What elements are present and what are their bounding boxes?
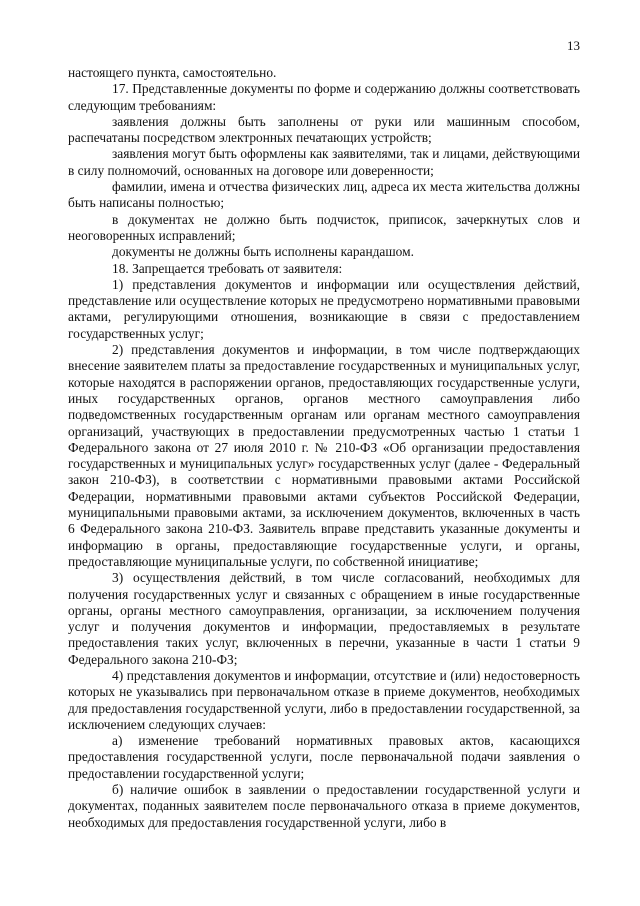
prohibition-item-1: 1) представления документов и информации или осуществления действий, представление или осуществление которых не предусмотрено нормативными правовыми актами, регулирующими отношения, возникающие в связи с предоставлением государственных услуг; bbox=[68, 276, 580, 341]
paragraph-18: 18. Запрещается требовать от заявителя: bbox=[112, 260, 343, 276]
requirement-no-pencil: документы не должны быть исполнены карандашом. bbox=[112, 244, 414, 260]
paragraph-17: 17. Представленные документы по форме и содержанию должны соответствовать следующим требованиям: bbox=[68, 81, 580, 113]
requirement-full-names-addresses: фамилии, имена и отчества физических лиц, адреса их места жительства должны быть написаны полностью; bbox=[68, 179, 580, 211]
paragraph-continuation: настоящего пункта, самостоятельно. bbox=[68, 65, 277, 80]
requirement-handwritten-or-printed: заявления должны быть заполнены от руки или машинным способом, распечатаны посредством электронных печатающих устройств; bbox=[68, 113, 580, 146]
requirement-applicants-or-representatives: заявления могут быть оформлены как заявителями, так и лицами, действующими в силу полномочий, основанных на договоре или доверенности; bbox=[68, 146, 580, 178]
document-body bbox=[68, 65, 580, 831]
exception-a: а) изменение требований нормативных правовых актов, касающихся предоставления государственной услуги, после первоначальной подачи заявления о предоставлении государственной услуги; bbox=[68, 733, 580, 781]
page-number: 13 bbox=[567, 38, 580, 53]
prohibition-item-2: 2) представления документов и информации, в том числе подтверждающих внесение заявителем платы за предоставление государственных и муниципальных услуг, которые находятся в распоряжении органов, предоставляющих государственные услуги, иных государственных органов, органов местного самоуправления либо подведомственных государственным органам или органам местного самоуправления организаций, участвующих в предоставлении предусмотренных частью 1 статьи 1 Федерального закона от 27 июля 2010 г. № 210-ФЗ «Об организации предоставления государственных и муниципальных услуг» государственных услуг (далее - Федеральный закон 210-ФЗ), в соответствии с нормативными правовыми актами Российской Федерации, нормативными правовыми актами субъектов Российской Федерации, муниципальными правовыми актами, за исключением документов, включенных в часть 6 Федерального закона 210-ФЗ. Заявитель вправе представить указанные документы и информацию в органы, предоставляющие государственные услуги, и органы, предоставляющие муниципальные услуги, по собственной инициативе; bbox=[68, 342, 580, 569]
requirement-no-corrections: в документах не должно быть подчисток, приписок, зачеркнутых слов и неоговоренных исправлений; bbox=[68, 211, 580, 243]
prohibition-item-4: 4) представления документов и информации, отсутствие и (или) недостоверность которых не указывались при первоначальном отказе в приеме документов, необходимых для предоставления государственной услуги, либо в предоставлении государственной, за исключением следующих случаев: bbox=[68, 667, 580, 732]
exception-b: б) наличие ошибок в заявлении о предоставлении государственной услуги и документах, поданных заявителем после первоначального отказа в приеме документов, необходимых для предоставления государственной услуги, либо в bbox=[68, 782, 580, 830]
prohibition-item-3: 3) осуществления действий, в том числе согласований, необходимых для получения государственных услуг и связанных с обращением в иные государственные органы, органы местного самоуправления, организации, за исключением получения услуг и получения документов и информации, предоставляемых в результате предоставления таких услуг, включенных в перечни, указанные в части 1 статьи 9 Федерального закона 210-ФЗ; bbox=[68, 570, 580, 667]
